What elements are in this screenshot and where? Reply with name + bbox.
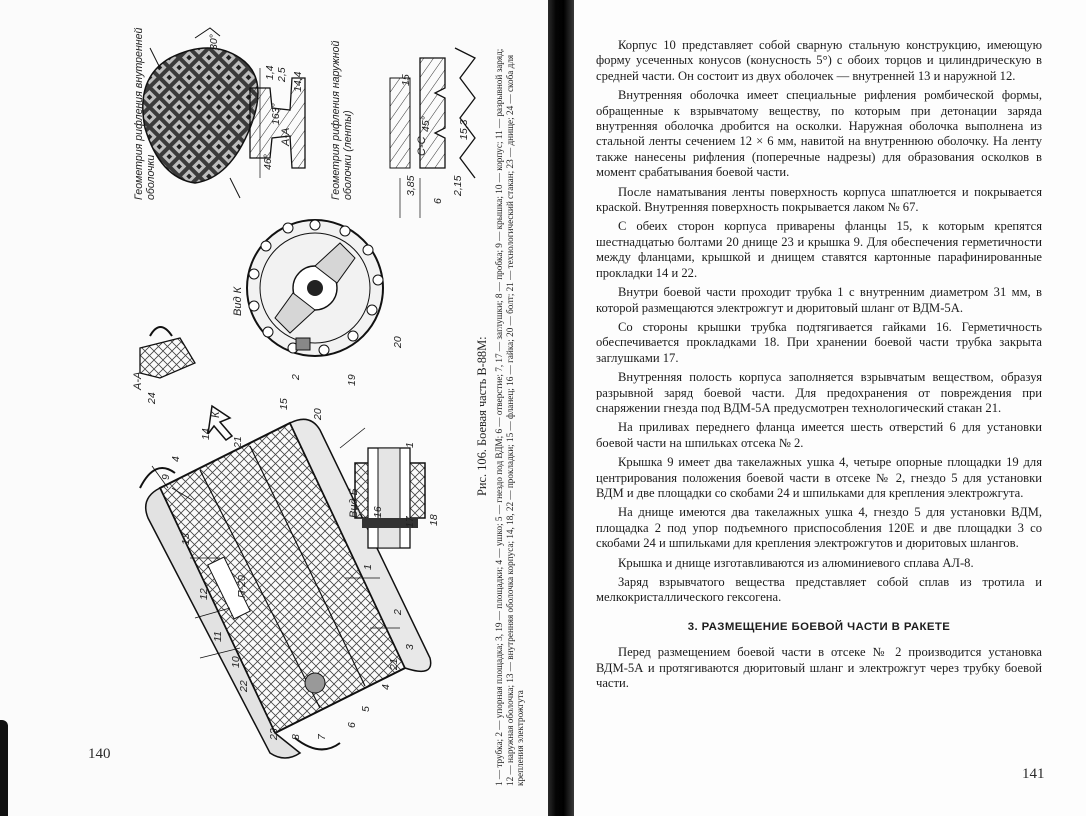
- part-number: 13: [180, 533, 192, 545]
- figure-title: Рис. 106. Боевая часть В-88М:: [475, 336, 489, 496]
- body-text: [596, 38, 1042, 695]
- part-number: 6: [346, 722, 358, 728]
- geometry-inner-label: Геометрия рифления внутренней оболочки: [133, 27, 157, 200]
- part-number: 19: [346, 374, 358, 386]
- part-number: 16: [372, 506, 384, 518]
- dim-label: 15,3: [458, 119, 470, 140]
- part-number: 2: [392, 609, 404, 615]
- figure-legend: 1 — трубка; 2 — упорная площадка; 3, 19 — площадки; 4 — ушко; 5 — гнездо под ВДМ; 6 — отверстие; 7, 17 — заглушки; 8 — пробка; 9 — крышка; 10 — корпус; 11 — разрывной заряд; 12 — наружная оболочка; 13 — внутренняя оболочка корпуса; 14, 18, 22 — прокладки; 15 — фланец; 16 — гайка; 20 — болт; 21 — технологический стакан; 23 — днище; 24 — скоба для крепления электрожгута: [494, 48, 526, 786]
- part-number: 14: [200, 428, 212, 440]
- book-gutter: [548, 0, 574, 816]
- dim-label: 15: [400, 74, 412, 86]
- view-k-flange: [247, 220, 383, 356]
- part-number: 18: [428, 514, 440, 526]
- dim-label: 163°: [270, 103, 282, 125]
- paragraph: Крышка и днище изготавливаются из алюминиевого сплава АЛ-8.: [618, 555, 974, 570]
- part-number: П-20: [236, 575, 248, 598]
- part-number: 2: [290, 374, 302, 380]
- part-number: 12: [198, 588, 210, 600]
- dim-label: 1,4: [264, 65, 276, 80]
- part-number: 8: [290, 734, 302, 740]
- paragraph: На приливах переднего фланца имеется шесть отверстий 6 для установки боевой части на шпильках отсека № 2.: [596, 420, 1042, 450]
- paragraph: Корпус 10 представляет собой сварную стальную конструкцию, имеющую форму усеченных конусов (конусность 5°) с обоих торцов и цилиндрическую в средней части. Он состоит из двух оболочек — внутренней 13 и наружной 12.: [596, 38, 1042, 83]
- paragraph: Со стороны крышки трубка подтягивается гайками 16. Герметичность обеспечивается прокладками 18. При хранении боевой части трубка закрыта заглушками 17.: [596, 319, 1042, 365]
- dim-label: 46°: [262, 154, 274, 170]
- part-number: 3: [404, 644, 416, 650]
- section-aa-small-label: А-А: [132, 371, 144, 390]
- part-number: 11: [212, 631, 224, 642]
- section-cc-label: С-С: [416, 136, 428, 156]
- part-number: 15: [278, 398, 290, 410]
- warhead-drawing: [100, 18, 540, 788]
- paragraph: Крышка 9 имеет два такелажных ушка 4, четыре опорные площадки 19 для центрирования положения боевой части в отсеке № 2, гнездо 5 для установки ВДМ и две площадки со скобами 24 и шпильками для крепления электрожгута.: [596, 455, 1042, 500]
- part-number: 24: [146, 392, 158, 404]
- inner-shell-knurl-diagram: [143, 28, 258, 198]
- part-number: 20: [392, 336, 404, 348]
- part-number: 22: [238, 680, 250, 692]
- part-number: 4: [380, 684, 392, 690]
- page-number-left: 140: [88, 746, 111, 762]
- paragraph: Перед размещением боевой части в отсеке № 2 производится установка ВДМ-5А и протягиваются дюритовый шланг и электрожгут через трубку боевой части.: [596, 645, 1042, 691]
- part-number: 4: [170, 456, 182, 462]
- paragraph: Внутри боевой части проходит трубка 1 с внутренним диаметром 31 мм, в которой размещаются электрожгут и дюритовый шланг от ВДМ-5А.: [596, 285, 1042, 315]
- part-number: 7: [316, 734, 328, 740]
- part-number: 23: [268, 728, 280, 740]
- clamp-detail: [140, 327, 195, 378]
- page-number-right: 141: [1022, 766, 1045, 782]
- paragraph: После наматывания ленты поверхность корпуса шпатлюется и покрывается краской. Внутренняя поверхность покрывается лаком № 67.: [596, 184, 1042, 215]
- part-number: 1: [404, 442, 416, 448]
- dim-label: 2,15: [452, 175, 464, 196]
- page-edge-shadow: [0, 720, 8, 816]
- dim-label: 6: [432, 198, 444, 204]
- part-number: 17: [404, 516, 416, 528]
- dim-label: 45°: [420, 116, 432, 132]
- paragraph: Заряд взрывчатого вещества представляет собой сплав из тротила и мелкокристаллического гексогена.: [596, 575, 1042, 605]
- part-number: 21: [232, 436, 244, 448]
- part-number: 10: [230, 656, 242, 668]
- geometry-outer-label: Геометрия рифления наружной оболочки (ленты): [330, 40, 354, 200]
- section-heading: 3. РАЗМЕЩЕНИЕ БОЕВОЙ ЧАСТИ В РАКЕТЕ: [687, 620, 951, 633]
- part-number: 20: [312, 408, 324, 420]
- paragraph: С обеих сторон корпуса приварены фланцы 15, к которым крепятся шестнадцатью болтами 20 днище 23 и крышка 9. Для обеспечения герметичности между фланцами, крышкой и днищем ставятся картонные парафинированные прокладки 14 и 22.: [596, 219, 1042, 280]
- part-number: 5: [360, 706, 372, 712]
- part-number: 21: [388, 658, 400, 670]
- paragraph: Внутренняя оболочка имеет специальные рифления ромбической формы, обращенные к взрывчатому веществу, по которым при детонации заряда внутренняя оболочка дробится на осколки. Наружная оболочка выполнена из стальной ленты сечением 12 × 6 мм, навитой на внутреннюю оболочку. На ленту также нанесены рифления (поперечные надрезы) для образования осколков в момент срабатывания боевой части.: [596, 88, 1042, 180]
- dim-label: 30°: [208, 34, 220, 50]
- paragraph: Внутренняя полость корпуса заполняется взрывчатым веществом, образуя разрывной заряд боевой части. Для предохранения от повреждения при снаряжении гнезда под ВДМ-5А предусмотрен технологический стакан 21.: [596, 370, 1042, 415]
- dim-label: 3,85: [405, 175, 417, 196]
- view-k-label: Вид К: [232, 286, 244, 316]
- dim-label: 2,5: [276, 67, 288, 82]
- view-b-label: Вид Б: [348, 488, 360, 518]
- arrow-k-label: К: [210, 411, 222, 418]
- part-number: 1: [362, 564, 374, 570]
- section-aa-label: А-А: [280, 127, 292, 146]
- paragraph: На днище имеются два такелажных ушка 4, гнездо 5 для установки ВДМ, площадка 2 под упор подъемного приспособления 120Е и две площадки 3 со скобами 24 и шпильками для крепления электрожгутов и дюритовых шлангов.: [596, 505, 1042, 551]
- part-number: 9: [160, 474, 172, 480]
- dim-label: 14,4: [292, 71, 304, 92]
